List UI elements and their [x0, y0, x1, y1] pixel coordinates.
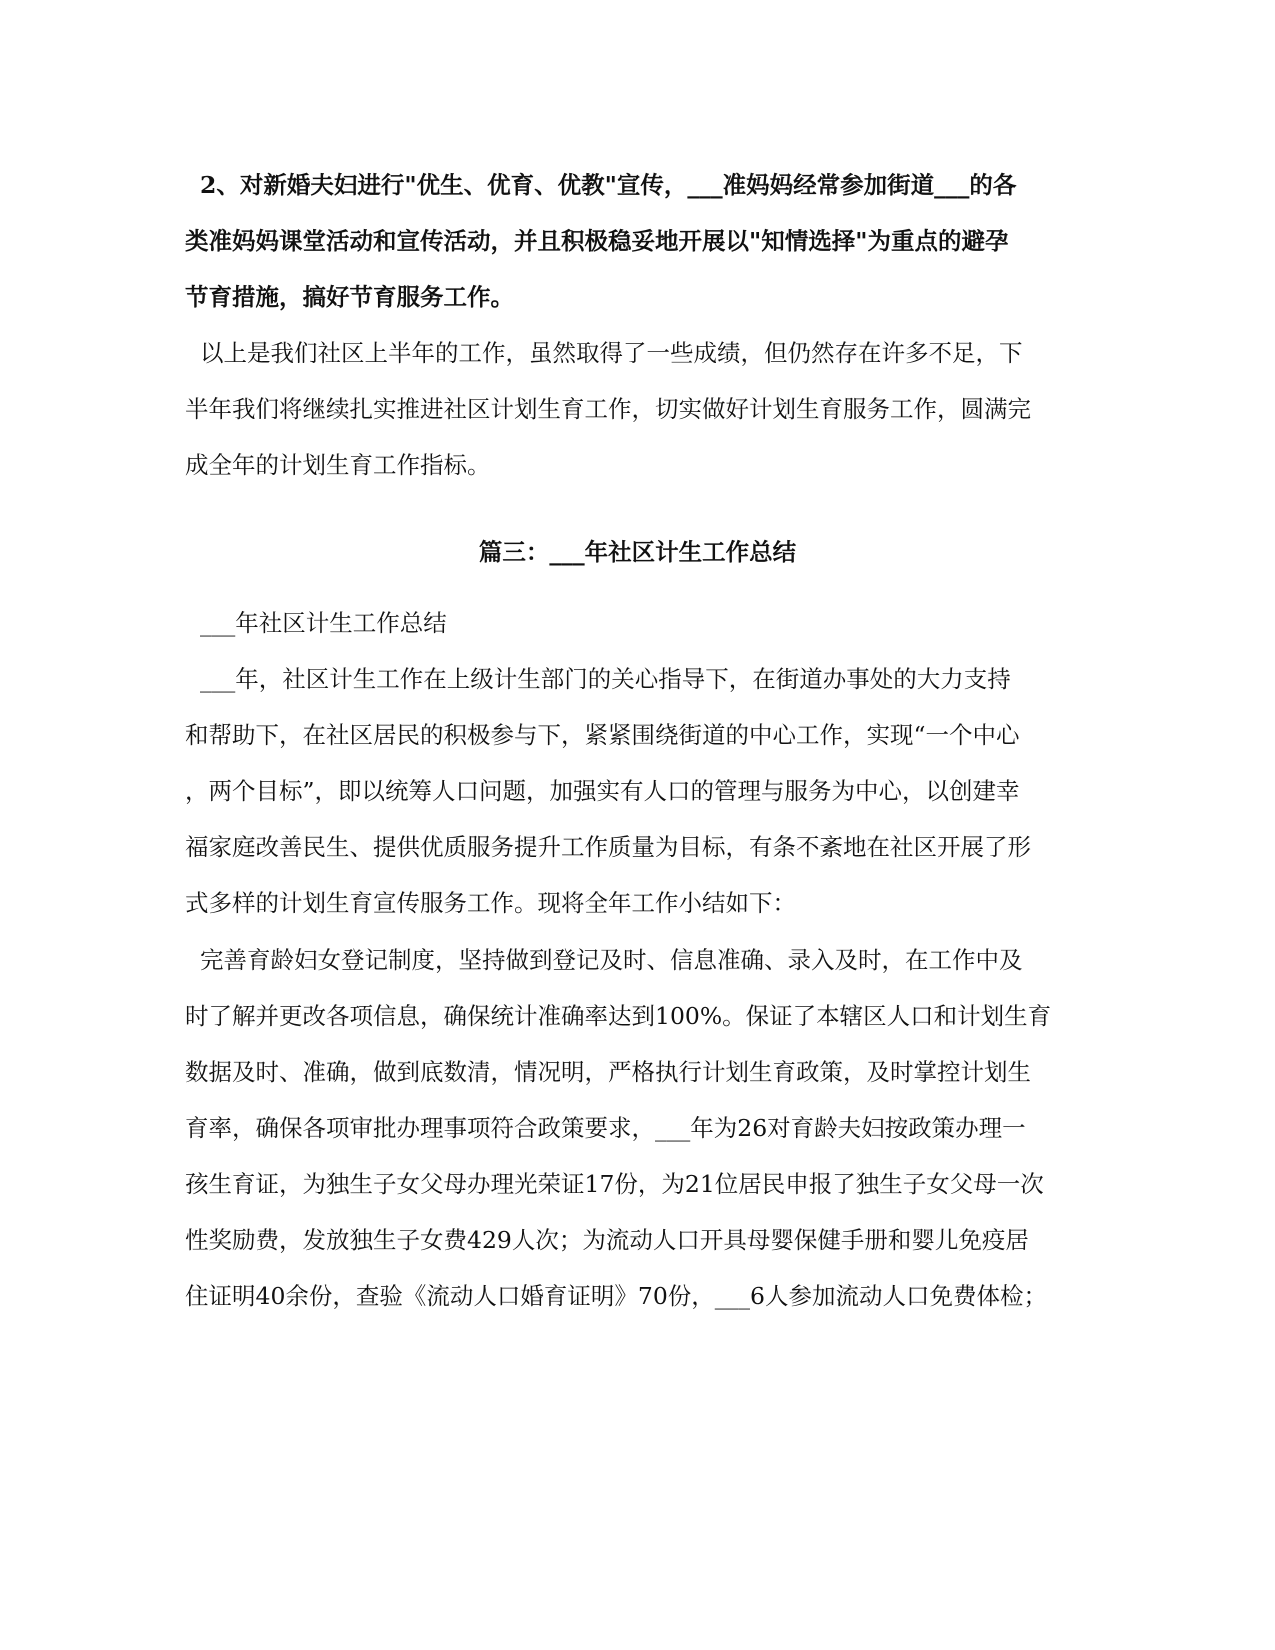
text-line: 式多样的计划生育宣传服务工作。现将全年工作小结如下： — [185, 889, 796, 917]
text-line: 育率，确保各项审批办理事项符合政策要求，___年为26对育龄夫妇按政策办理一 — [185, 1114, 1026, 1142]
text-line: 住证明40余份，查验《流动人口婚育证明》70份，___6人参加流动人口免费体检； — [185, 1282, 1048, 1310]
text-line: 性奖励费，发放独生子女费429人次；为流动人口开具母婴保健手册和婴儿免疫居 — [185, 1226, 1029, 1254]
text-line: 福家庭改善民生、提供优质服务提升工作质量为目标，有条不紊地在社区开展了形 — [185, 833, 1031, 861]
text-line: 以上是我们社区上半年的工作，虽然取得了一些成绩，但仍然存在许多不足，下 — [200, 339, 1023, 367]
section-heading: 篇三：___年社区计生工作总结 — [478, 538, 797, 566]
text-line: 节育措施，搞好节育服务工作。 — [185, 283, 514, 311]
text-line: 时了解并更改各项信息，确保统计准确率达到100%。保证了本辖区人口和计划生育 — [185, 1002, 1052, 1030]
text-line: ，两个目标”，即以统筹人口问题，加强实有人口的管理与服务为中心，以创建幸 — [185, 777, 1020, 805]
text-line: 成全年的计划生育工作指标。 — [185, 451, 491, 479]
text-line: 孩生育证，为独生子女父母办理光荣证17份，为21位居民申报了独生子女父母一次 — [185, 1170, 1044, 1198]
text-line: 和帮助下，在社区居民的积极参与下，紧紧围绕街道的中心工作，实现“一个中心 — [185, 721, 1020, 749]
text-line: 半年我们将继续扎实推进社区计划生育工作，切实做好计划生育服务工作，圆满完 — [185, 395, 1031, 423]
text-line: 完善育龄妇女登记制度，坚持做到登记及时、信息准确、录入及时，在工作中及 — [200, 946, 1023, 974]
text-line: ___年社区计生工作总结 — [200, 609, 447, 637]
text-line: ___年，社区计生工作在上级计生部门的关心指导下，在街道办事处的大力支持 — [200, 665, 1011, 693]
text-line: 2、对新婚夫妇进行"优生、优育、优教"宣传，___准妈妈经常参加街道___的各 — [200, 171, 1017, 199]
text-line: 数据及时、准确，做到底数清，情况明，严格执行计划生育政策，及时掌控计划生 — [185, 1058, 1031, 1086]
text-line: 类准妈妈课堂活动和宣传活动，并且积极稳妥地开展以"知情选择"为重点的避孕 — [185, 227, 1009, 255]
